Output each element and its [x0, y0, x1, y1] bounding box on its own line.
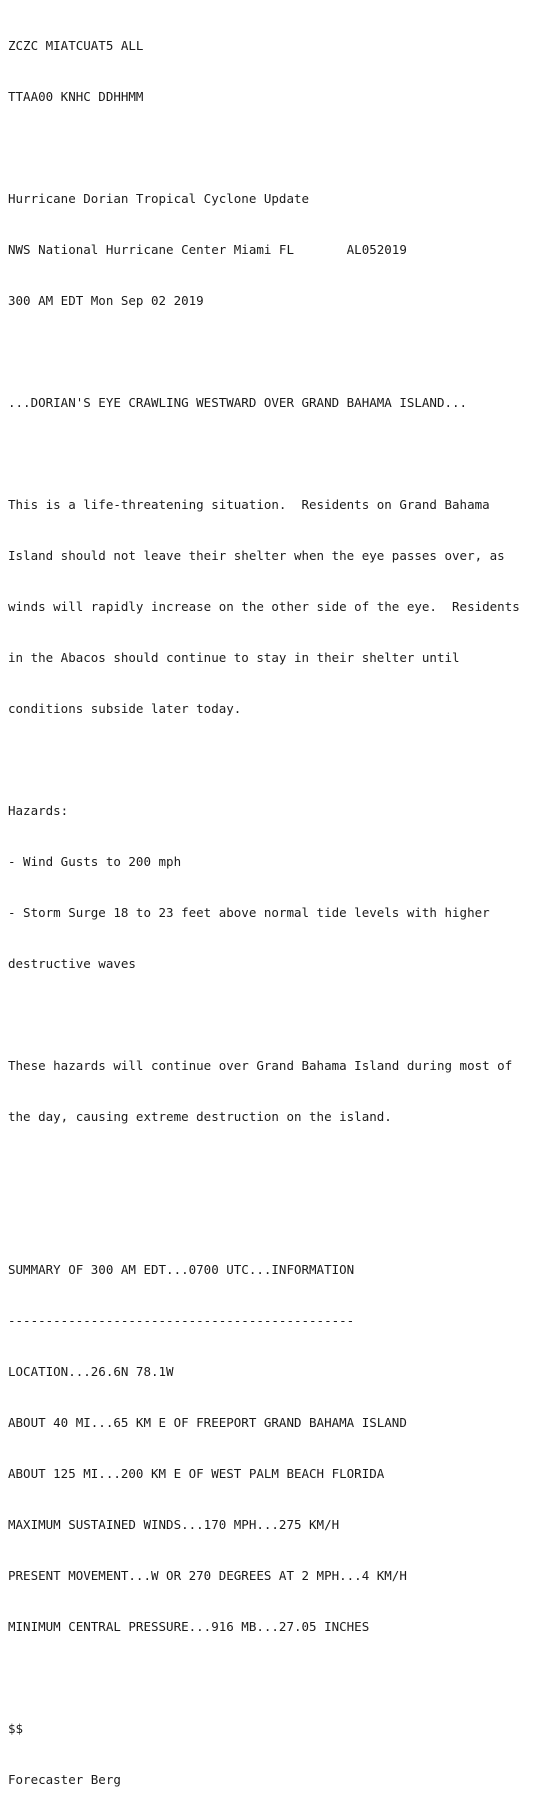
summary-movement: PRESENT MOVEMENT...W OR 270 DEGREES AT 2 MPH...4 KM/H [8, 1568, 407, 1583]
blank-line [8, 1159, 520, 1176]
body-line: in the Abacos should continue to stay in their shelter until [8, 650, 460, 665]
body-line: This is a life-threatening situation. Residents on Grand Bahama [8, 497, 490, 512]
summary-heading: SUMMARY OF 300 AM EDT...0700 UTC...INFORMATION [8, 1262, 355, 1277]
forecaster-signature: Forecaster Berg [8, 1772, 121, 1787]
hazard-item: - Storm Surge 18 to 23 feet above normal tide levels with higher [8, 905, 490, 920]
bulletin-text [8, 3, 520, 1805]
body-line: winds will rapidly increase on the other side of the eye. Residents [8, 599, 520, 614]
hazard-item-continued: destructive waves [8, 956, 136, 971]
blank-line [8, 1669, 520, 1686]
headline: ...DORIAN'S EYE CRAWLING WESTWARD OVER GRAND BAHAMA ISLAND... [8, 395, 468, 410]
product-title: Hurricane Dorian Tropical Cyclone Update [8, 191, 310, 206]
blank-line [8, 1006, 520, 1023]
blank-line [8, 751, 520, 768]
body-line: conditions subside later today. [8, 701, 242, 716]
summary-distance-west-palm-beach: ABOUT 125 MI...200 KM E OF WEST PALM BEACH FLORIDA [8, 1466, 385, 1481]
header-wmo-id: TTAA00 KNHC DDHHMM [8, 89, 144, 104]
issuing-office: NWS National Hurricane Center Miami FL AL052019 [8, 242, 407, 257]
summary-distance-freeport: ABOUT 40 MI...65 KM E OF FREEPORT GRAND BAHAMA ISLAND [8, 1415, 407, 1430]
header-code: ZCZC MIATCUAT5 ALL [8, 38, 144, 53]
end-marker: $$ [8, 1721, 24, 1736]
hazards-heading: Hazards: [8, 803, 69, 818]
summary-pressure: MINIMUM CENTRAL PRESSURE...916 MB...27.05 INCHES [8, 1619, 370, 1634]
blank-line [8, 343, 520, 360]
issue-time: 300 AM EDT Mon Sep 02 2019 [8, 293, 204, 308]
hazard-item: - Wind Gusts to 200 mph [8, 854, 182, 869]
blank-line [8, 139, 520, 156]
blank-line [8, 1210, 520, 1227]
summary-divider: ---------------------------------------------- [8, 1313, 355, 1328]
body-line: the day, causing extreme destruction on the island. [8, 1109, 392, 1124]
summary-max-winds: MAXIMUM SUSTAINED WINDS...170 MPH...275 KM/H [8, 1517, 340, 1532]
summary-location: LOCATION...26.6N 78.1W [8, 1364, 174, 1379]
body-line: Island should not leave their shelter when the eye passes over, as [8, 548, 505, 563]
blank-line [8, 445, 520, 462]
body-line: These hazards will continue over Grand Bahama Island during most of [8, 1058, 513, 1073]
